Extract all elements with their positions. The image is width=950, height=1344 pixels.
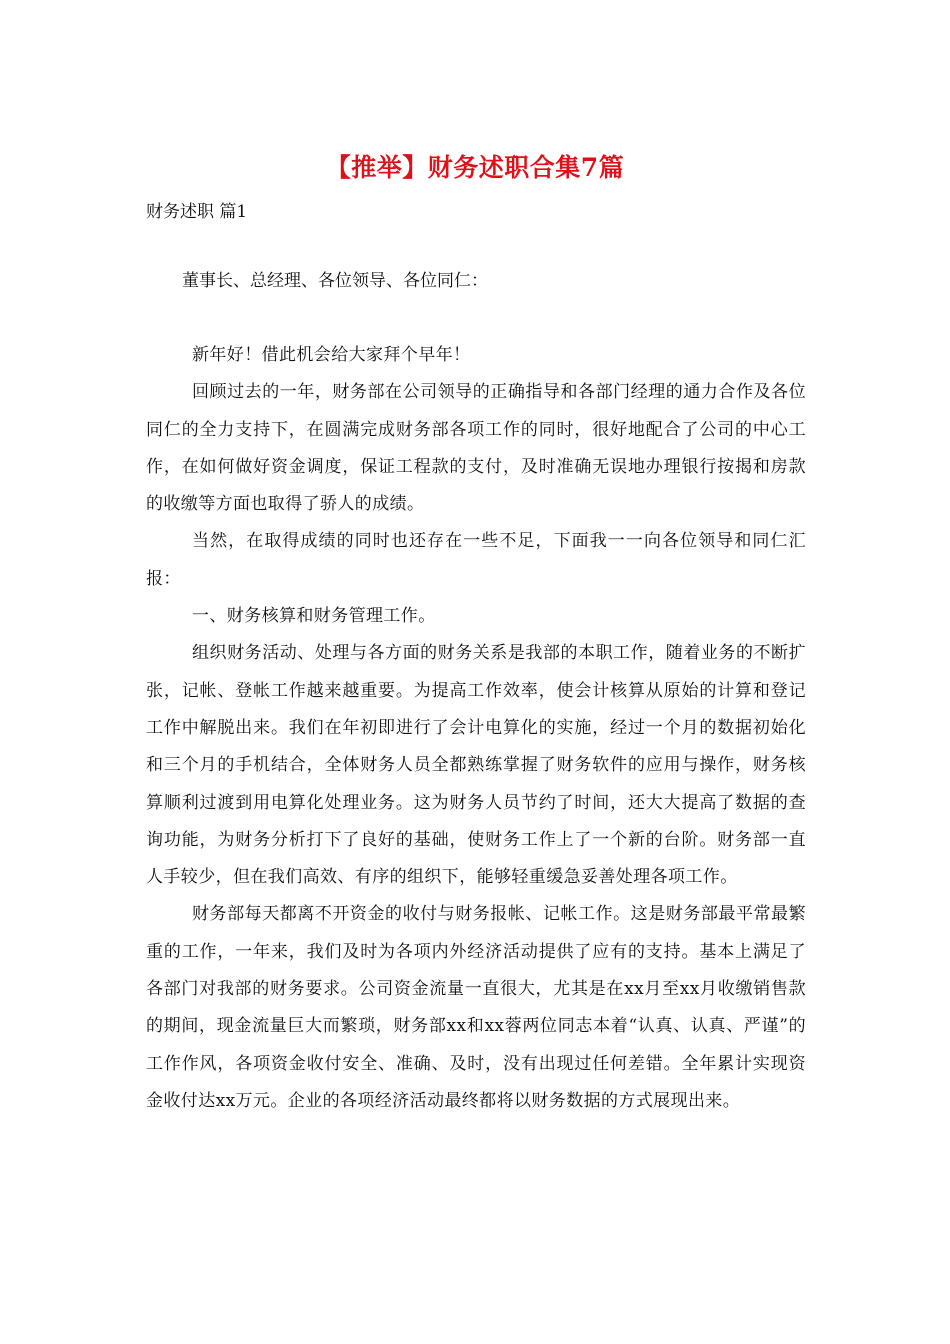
document-body [146, 337, 806, 1120]
paragraph-greeting: 新年好！借此机会给大家拜个早年！ [192, 345, 471, 365]
paragraph-subheading: 一、财务核算和财务管理工作。 [192, 606, 436, 627]
paragraph-payments: 财务部每天都离不开资金的收付与财务报帐、记帐工作。这是财务部最平常最繁重的工作，一年来，我们及时为各项内外经济活动提供了应有的支持。基本上满足了各部门对我部的财务要求。公司资金流量一直很大，尤其是在xx月至xx月收缴销售款的期间，现金流量巨大而繁琐，财务部xx和xx蓉两位同志本着“认真、认真、严谨”的工作作风，各项资金收付安全、准确、及时，没有出现过任何差错。全年累计实现资金收付达xx万元。企业的各项经济活动最终都将以财务数据的方式展现出来。 [146, 904, 806, 1111]
paragraph-shortcomings: 当然，在取得成绩的同时也还存在一些不足，下面我一一向各位领导和同仁汇报： [146, 531, 806, 589]
document-title: 【推举】财务述职合集7篇 [325, 153, 625, 182]
section-heading: 财务述职 篇1 [146, 202, 248, 222]
paragraph-accounting: 组织财务活动、处理与各方面的财务关系是我部的本职工作，随着业务的不断扩张，记帐、登帐工作越来越重要。为提高工作效率，使会计核算从原始的计算和登记工作中解脱出来。我们在年初即进行了会计电算化的实施，经过一个月的数据初始化和三个月的手机结合，全体财务人员全都熟练掌握了财务软件的应用与操作，财务核算顺利过渡到用电算化处理业务。这为财务人员节约了时间，还大大提高了数据的查询功能，为财务分析打下了良好的基础，使财务工作上了一个新的台阶。财务部一直人手较少，但在我们高效、有序的组织下，能够轻重缓急妥善处理各项工作。 [146, 643, 806, 888]
paragraph-review: 回顾过去的一年，财务部在公司领导的正确指导和各部门经理的通力合作及各位同仁的全力支持下，在圆满完成财务部各项工作的同时，很好地配合了公司的中心工作，在如何做好资金调度，保证工程款的支付，及时准确无误地办理银行按揭和房款的收缴等方面也取得了骄人的成绩。 [146, 382, 806, 515]
salutation: 董事长、总经理、各位领导、各位同仁： [182, 271, 488, 291]
